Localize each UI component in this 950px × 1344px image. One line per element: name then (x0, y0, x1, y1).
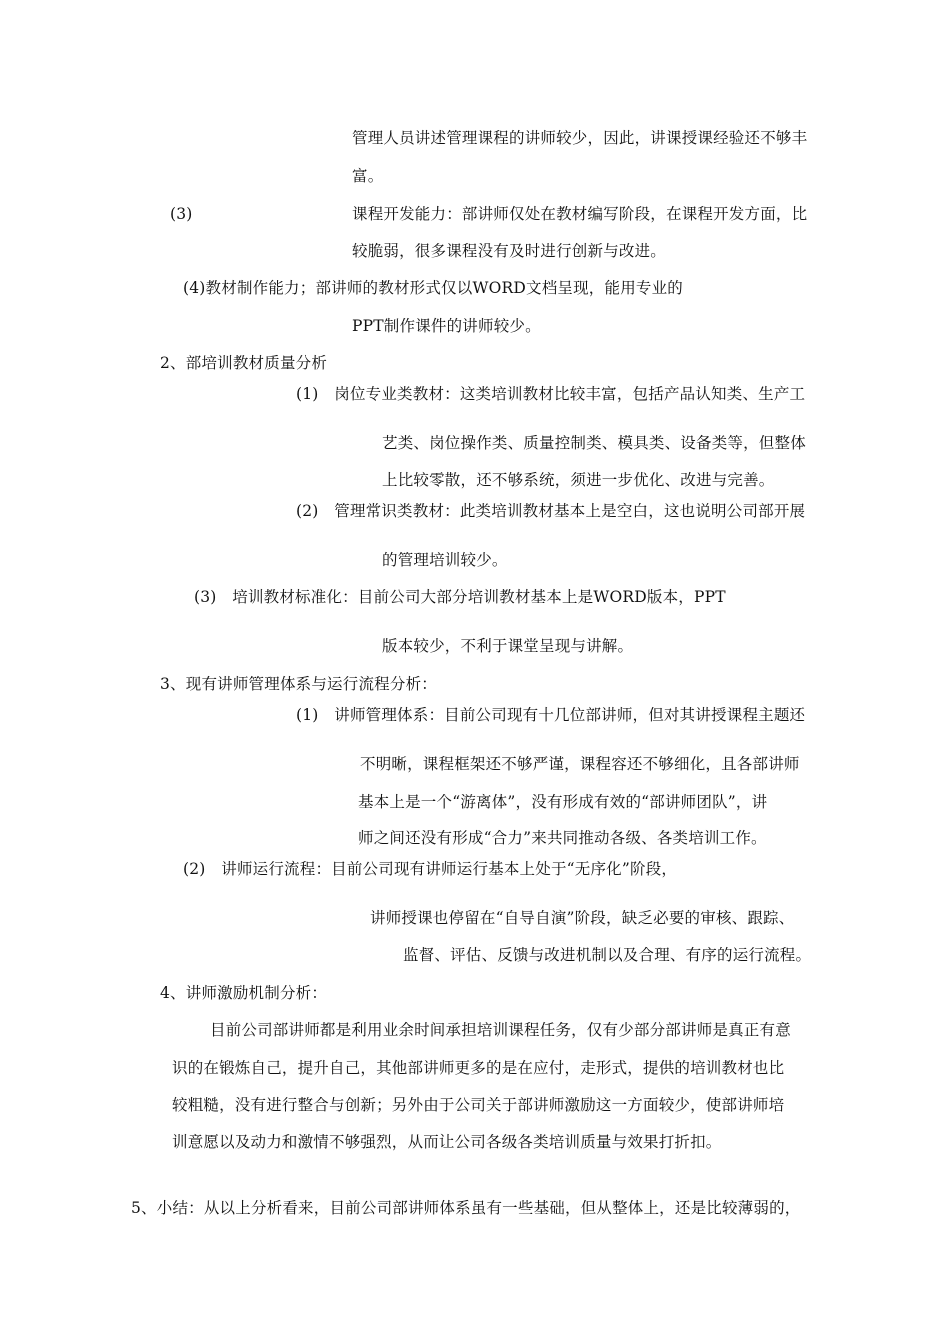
text-line: 的管理培训较少。 (382, 551, 508, 569)
text-line: (2) 管理常识类教材：此类培训教材基本上是空白，这也说明公司部开展 (296, 502, 806, 520)
paragraph-line: 目前公司部讲师都是利用业余时间承担培训课程任务，仅有少部分部讲师是真正有意 (210, 1021, 791, 1039)
paragraph-line: 识的在锻炼自己，提升自己，其他部讲师更多的是在应付，走形式，提供的培训教材也比 (172, 1059, 785, 1077)
text-line: 监督、评估、反馈与改进机制以及合理、有序的运行流程。 (403, 946, 812, 964)
text-line: (2) 讲师运行流程：目前公司现有讲师运行基本上处于“无序化”阶段， (183, 860, 678, 878)
text-line: 富。 (352, 167, 384, 185)
summary-line: 5、小结：从以上分析看来，目前公司部讲师体系虽有一些基础，但从整体上，还是比较薄弱的， (131, 1199, 801, 1217)
text-line: 不明晰，课程框架还不够严谨，课程容还不够细化，且各部讲师 (360, 755, 800, 773)
section-heading: 3、现有讲师管理体系与运行流程分析： (160, 675, 437, 693)
text-line: 师之间还没有形成“合力”来共同推动各级、各类培训工作。 (358, 829, 767, 847)
text-line: PPT制作课件的讲师较少。 (352, 317, 541, 335)
text-line: (1) 岗位专业类教材：这类培训教材比较丰富，包括产品认知类、生产工 (296, 385, 806, 403)
text-line: 上比较零散，还不够系统，须进一步优化、改进与完善。 (382, 471, 775, 489)
paragraph-line: 训意愿以及动力和激情不够强烈，从而让公司各级各类培训质量与效果打折扣。 (172, 1133, 722, 1151)
text-line: 讲师授课也停留在“自导自演”阶段，缺乏必要的审核、跟踪、 (370, 909, 795, 927)
text-line: 较脆弱，很多课程没有及时进行创新与改进。 (352, 242, 667, 260)
text-line: (1) 讲师管理体系：目前公司现有十几位部讲师，但对其讲授课程主题还 (296, 706, 806, 724)
paragraph-line: 较粗糙，没有进行整合与创新；另外由于公司关于部讲师激励这一方面较少，使部讲师培 (172, 1096, 785, 1114)
text-line: 课程开发能力：部讲师仅处在教材编写阶段，在课程开发方面，比 (352, 205, 808, 223)
section-heading: 4、讲师激励机制分析： (160, 984, 328, 1002)
text-line: 版本较少，不利于课堂呈现与讲解。 (382, 637, 634, 655)
section-heading: 2、部培训教材质量分析 (160, 354, 328, 372)
text-line: 管理人员讲述管理课程的讲师较少，因此，讲课授课经验还不够丰 (352, 129, 808, 147)
list-marker: (3) (170, 205, 193, 223)
text-line: 基本上是一个“游离体”，没有形成有效的“部讲师团队”，讲 (358, 793, 768, 811)
text-line: 艺类、岗位操作类、质量控制类、模具类、设备类等，但整体 (382, 434, 806, 452)
text-line: (3) 培训教材标准化：目前公司大部分培训教材基本上是WORD版本，PPT (194, 588, 726, 606)
text-line: (4)教材制作能力；部讲师的教材形式仅以WORD文档呈现，能用专业的 (183, 279, 683, 297)
